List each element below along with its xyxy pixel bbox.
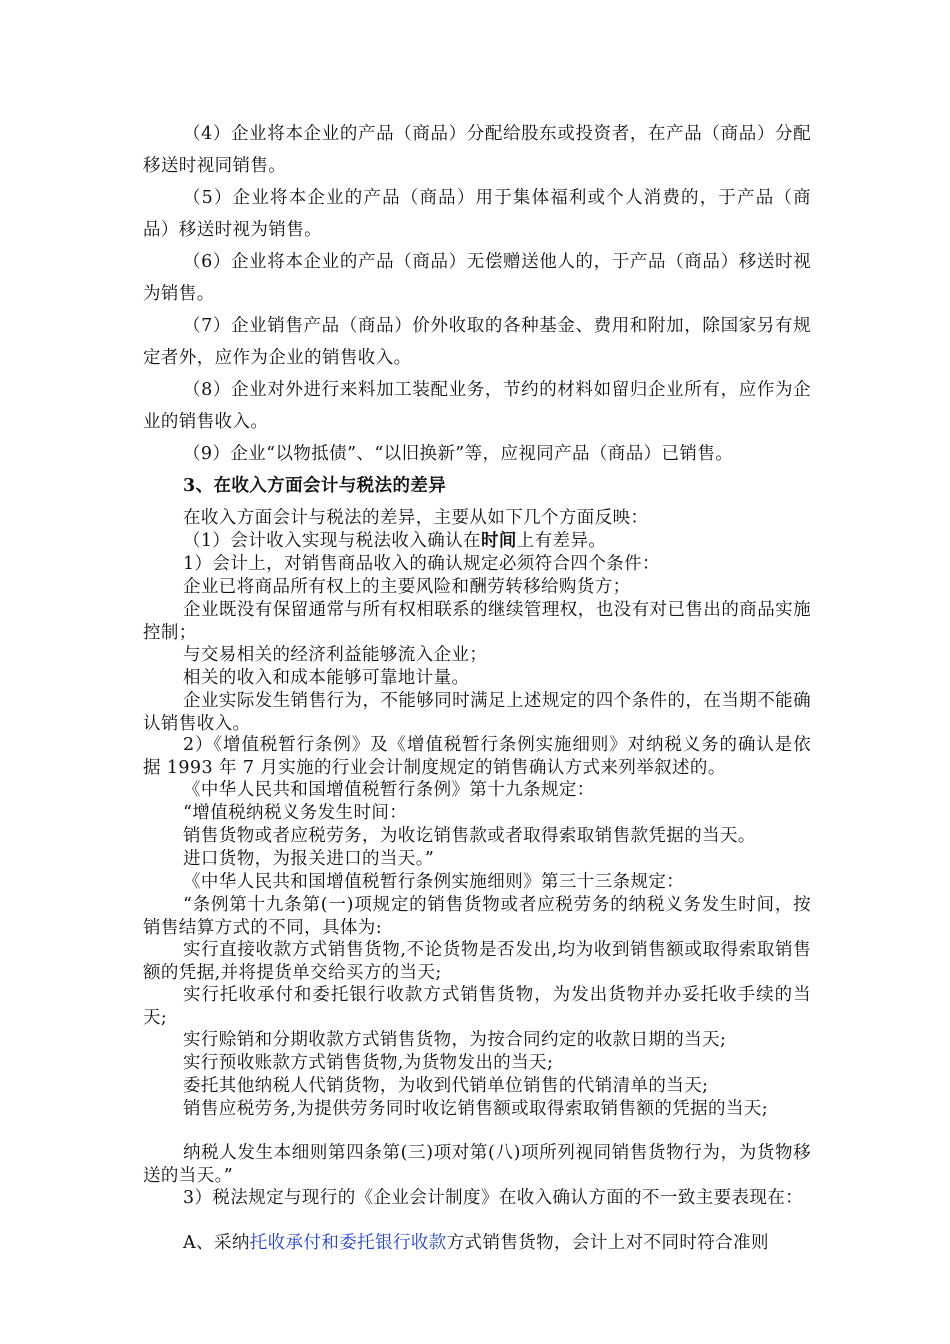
- intro-paragraph: 在收入方面会计与税法的差异，主要从如下几个方面反映：: [183, 508, 649, 528]
- accounting-conclusion: 企业实际发生销售行为，不能够同时满足上述规定的四个条件的，在当期不能确认销售收入。: [143, 691, 811, 734]
- paragraph-item-6: （6）企业将本企业的产品（商品）无偿赠送他人的，于产品（商品）移送时视为销售。: [143, 252, 811, 304]
- vat-method-7: 纳税人发生本细则第四条第(三)项对第(八)项所列视同销售货物行为，为货物移送的当天。”: [143, 1143, 811, 1186]
- paragraph-item-4: （4）企业将本企业的产品（商品）分配给股东或投资者，在产品（商品）分配移送时视同销售。: [143, 124, 811, 176]
- vat-article-33: 《中华人民共和国增值税暂行条例实施细则》第三十三条规定：: [183, 872, 685, 892]
- item-1-pre: （1）会计收入实现与税法收入确认在: [183, 531, 481, 551]
- vat-method-1: 实行直接收款方式销售货物,不论货物是否发出,均为收到销售额或取得索取销售额的凭据,并将提货单交给买方的当天;: [143, 940, 811, 983]
- vat-quote-2: 销售货物或者应税劳务，为收讫销售款或者取得索取销售款凭据的当天。: [183, 826, 756, 846]
- vat-article-19: 《中华人民共和国增值税暂行条例》第十九条规定：: [183, 780, 595, 800]
- vat-quote-1: “增值税纳税义务发生时间：: [183, 803, 408, 823]
- difference-a-post: 方式销售货物，会计上对不同时符合准则: [446, 1233, 769, 1253]
- accounting-condition-4: 相关的收入和成本能够可靠地计量。: [183, 668, 470, 688]
- vat-quote-3: 进口货物，为报关进口的当天。”: [183, 849, 435, 869]
- vat-method-2: 实行托收承付和委托银行收款方式销售货物，为发出货物并办妥托收手续的当天;: [143, 985, 811, 1028]
- vat-intro: 2）《增值税暂行条例》及《增值税暂行条例实施细则》对纳税义务的确认是依据 1993 年 7 月实施的行业会计制度规定的销售确认方式来列举叙述的。: [143, 735, 811, 778]
- item-1-post: 上有差异。: [516, 531, 607, 551]
- difference-intro: 3）税法规定与现行的《企业会计制度》在收入确认方面的不一致主要表现在：: [183, 1188, 804, 1208]
- vat-method-5: 委托其他纳税人代销货物，为收到代销单位销售的代销清单的当天;: [183, 1076, 709, 1096]
- difference-item-a: [143, 1232, 811, 1255]
- section-heading: 3、在收入方面会计与税法的差异: [183, 476, 447, 496]
- paragraph-item-8: （8）企业对外进行来料加工装配业务，节约的材料如留归企业所有，应作为企业的销售收入。: [143, 380, 811, 432]
- vat-method-6: 销售应税劳务,为提供劳务同时收讫销售额或取得索取销售额的凭据的当天;: [183, 1099, 769, 1119]
- vat-method-4: 实行预收账款方式销售货物,为货物发出的当天;: [183, 1053, 554, 1073]
- accounting-condition-2: 企业既没有保留通常与所有权相联系的继续管理权，也没有对已售出的商品实施控制；: [143, 600, 811, 643]
- item-1-paragraph: [143, 530, 811, 553]
- accounting-condition-1: 企业已将商品所有权上的主要风险和酬劳转移给购货方；: [183, 577, 631, 597]
- accounting-condition-3: 与交易相关的经济利益能够流入企业；: [183, 645, 488, 665]
- paragraph-item-5: （5）企业将本企业的产品（商品）用于集体福利或个人消费的，于产品（商品）移送时视为销售。: [143, 188, 811, 240]
- vat-quote-4: “条例第十九条第(一)项规定的销售货物或者应税劳务的纳税义务发生时间，按销售结算方式的不同，具体为:: [143, 895, 811, 938]
- accounting-intro: 1）会计上，对销售商品收入的确认规定必须符合四个条件：: [183, 554, 660, 574]
- item-1-bold-term: 时间: [480, 531, 517, 551]
- vat-method-3: 实行赊销和分期收款方式销售货物，为按合同约定的收款日期的当天;: [183, 1030, 727, 1050]
- difference-a-link[interactable]: 托收承付和委托银行收款: [249, 1233, 447, 1253]
- paragraph-item-9: （9）企业“以物抵债”、“以旧换新”等，应视同产品（商品）已销售。: [183, 444, 734, 464]
- paragraph-item-7: （7）企业销售产品（商品）价外收取的各种基金、费用和附加，除国家另有规定者外，应作为企业的销售收入。: [143, 316, 811, 368]
- difference-a-pre: A、采纳: [183, 1233, 250, 1253]
